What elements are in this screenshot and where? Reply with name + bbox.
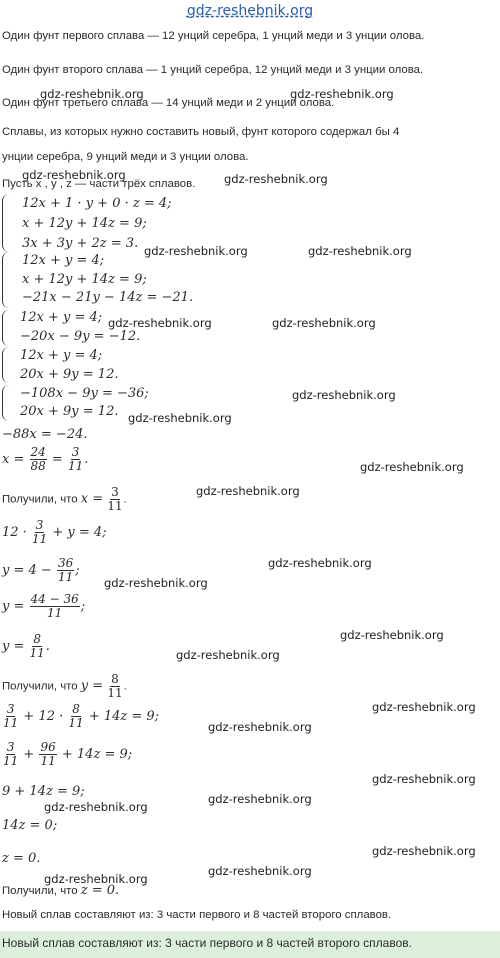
got-x-var: x = — [80, 491, 104, 507]
denominator: 11 — [57, 570, 74, 584]
fraction-8-11 — [68, 703, 83, 730]
sub1-b: + y = 4; — [52, 525, 107, 540]
system5-eq2: 20x + 9y = 12. — [20, 404, 119, 419]
watermark: gdz-reshebnik.org — [196, 484, 300, 498]
period: . — [45, 639, 50, 654]
watermark: gdz-reshebnik.org — [208, 864, 312, 878]
eq-88x: −88x = −24. — [2, 427, 88, 442]
denominator: 11 — [3, 754, 19, 768]
numerator: 36 — [57, 556, 74, 570]
fraction-8-11 — [30, 633, 45, 660]
let-statement: Пусть x , y , z — части трёх сплавов. — [2, 178, 196, 190]
watermark: gdz-reshebnik.org — [44, 800, 148, 814]
fraction-3-11 — [32, 519, 47, 546]
numerator: 3 — [6, 740, 15, 754]
problem-line-3: Один фунт третьего сплава — 14 унций меди и 2 унции олова. — [2, 97, 335, 109]
fraction-3-11 — [3, 741, 18, 768]
z2-a: + — [23, 747, 35, 762]
fraction-44-36-11 — [30, 593, 80, 620]
watermark: gdz-reshebnik.org — [208, 792, 312, 806]
watermark: gdz-reshebnik.org — [308, 244, 412, 258]
system2-eq2: x + 12y + 14z = 9; — [22, 272, 147, 287]
fraction-3-11 — [68, 446, 83, 473]
problem-line-2: Один фунт второго сплава — 1 унций серебра, 12 унций меди и 3 унции олова. — [2, 64, 424, 76]
watermark: gdz-reshebnik.org — [40, 87, 144, 101]
system2-eq1: 12x + y = 4; — [22, 253, 105, 268]
numerator: 3 — [35, 518, 44, 532]
substitute-x-line — [2, 519, 107, 546]
system-brace-3 — [2, 310, 9, 346]
y-step-1 — [2, 557, 80, 584]
numerator: 3 — [111, 485, 119, 499]
fraction-24-88 — [30, 446, 47, 473]
z-step-4: 14z = 0; — [2, 818, 58, 833]
y1-a: y = 4 − — [2, 563, 52, 578]
fraction-96-11 — [39, 741, 56, 768]
numerator: 8 — [111, 672, 119, 686]
y-step-3 — [2, 633, 50, 660]
got-y-line — [2, 673, 127, 700]
system4-eq2: 20x + 9y = 12. — [20, 367, 119, 382]
got-y-var: y = — [80, 678, 104, 694]
numerator: 44 − 36 — [30, 592, 79, 606]
numerator: 8 — [33, 632, 41, 646]
watermark: gdz-reshebnik.org — [108, 316, 212, 330]
problem-line-1: Один фунт первого сплава — 12 унций серебра, 1 унций меди и 3 унции олова. — [2, 30, 425, 42]
watermark: gdz-reshebnik.org — [22, 168, 126, 182]
system1-eq2: x + 12y + 14z = 9; — [22, 216, 147, 231]
watermark: gdz-reshebnik.org — [128, 411, 232, 425]
z-step-5: z = 0. — [2, 851, 41, 866]
watermark: gdz-reshebnik.org — [44, 872, 148, 886]
denominator: 11 — [40, 754, 56, 768]
got-x-text: Получили, что — [2, 493, 78, 506]
denominator: 11 — [29, 646, 45, 660]
system1-eq3: 3x + 3y + 2z = 3. — [22, 236, 139, 251]
watermark: gdz-reshebnik.org — [208, 720, 312, 734]
problem-line-5: унции серебра, 9 унций меди и 3 унции олова. — [2, 151, 249, 163]
z-step-2 — [2, 741, 132, 768]
fraction-3-11 — [107, 486, 122, 513]
system5-eq1: −108x − 9y = −36; — [20, 386, 149, 401]
denominator: 11 — [46, 606, 63, 620]
got-z-text: Получили, что — [2, 885, 78, 897]
system-brace-4 — [2, 347, 9, 383]
y3-a: y = — [2, 639, 25, 654]
sub1-a: 12 · — [2, 525, 27, 540]
z1-a: + 12 · — [23, 709, 64, 724]
watermark: gdz-reshebnik.org — [372, 772, 476, 786]
watermark: gdz-reshebnik.org — [290, 87, 394, 101]
watermark: gdz-reshebnik.org — [372, 844, 476, 858]
watermark: gdz-reshebnik.org — [144, 244, 248, 258]
site-link[interactable]: gdz-reshebnik.org — [186, 3, 314, 19]
watermark: gdz-reshebnik.org — [340, 628, 444, 642]
answer-text: Новый сплав составляют из: 3 части первого и 8 частей второго сплавов. — [2, 936, 412, 950]
x-value-line — [2, 446, 88, 473]
numerator: 96 — [40, 740, 56, 754]
y-step-2 — [2, 593, 85, 620]
got-x-line — [2, 486, 127, 513]
watermark: gdz-reshebnik.org — [176, 648, 280, 662]
system-brace-2 — [2, 252, 9, 308]
numerator: 3 — [71, 445, 80, 459]
semicolon: ; — [75, 563, 80, 578]
watermark: gdz-reshebnik.org — [104, 576, 208, 590]
denominator: 11 — [3, 716, 19, 730]
denominator: 11 — [107, 686, 123, 700]
z2-b: + 14z = 9; — [61, 747, 133, 762]
system-brace-1 — [2, 194, 9, 252]
site-header[interactable] — [0, 0, 500, 22]
x-lhs: x = — [2, 452, 25, 467]
system-brace-5 — [2, 385, 9, 421]
problem-line-4: Сплавы, из которых нужно составить новый, фунт которого содержал бы 4 — [2, 126, 400, 138]
result-line: Новый сплав составляют из: 3 части первого и 8 частей второго сплавов. — [2, 909, 392, 921]
system3-eq2: −20x − 9y = −12. — [20, 329, 141, 344]
system1-eq1: 12x + 1 · y + 0 · z = 4; — [22, 196, 172, 211]
numerator: 8 — [72, 702, 80, 716]
watermark: gdz-reshebnik.org — [268, 556, 372, 570]
denominator: 11 — [67, 459, 84, 473]
got-y-text: Получили, что — [2, 680, 78, 693]
numerator: 24 — [30, 445, 46, 459]
watermark: gdz-reshebnik.org — [360, 460, 464, 474]
denominator: 88 — [30, 459, 46, 473]
system3-eq1: 12x + y = 4; — [20, 310, 103, 325]
denominator: 11 — [31, 532, 48, 546]
fraction-3-11 — [3, 703, 18, 730]
denominator: 11 — [107, 499, 123, 513]
watermark: gdz-reshebnik.org — [372, 700, 476, 714]
got-z-val: z = 0. — [80, 883, 120, 898]
system4-eq1: 12x + y = 4; — [20, 348, 103, 363]
z1-b: + 14z = 9; — [88, 709, 160, 724]
watermark: gdz-reshebnik.org — [224, 172, 328, 186]
z-step-1 — [2, 703, 159, 730]
watermark: gdz-reshebnik.org — [292, 388, 396, 402]
denominator: 11 — [68, 716, 84, 730]
fraction-36-11 — [57, 557, 74, 584]
system2-eq3: −21x − 21y − 14z = −21. — [22, 290, 194, 305]
fraction-8-11 — [107, 673, 122, 700]
semicolon: ; — [80, 599, 86, 614]
numerator: 3 — [6, 702, 15, 716]
z-step-3: 9 + 14z = 9; — [2, 784, 85, 799]
period: . — [84, 452, 89, 467]
watermark: gdz-reshebnik.org — [272, 316, 376, 330]
equals: = — [51, 452, 63, 467]
y2-a: y = — [2, 599, 25, 614]
period: . — [123, 493, 127, 506]
period: . — [123, 680, 127, 693]
